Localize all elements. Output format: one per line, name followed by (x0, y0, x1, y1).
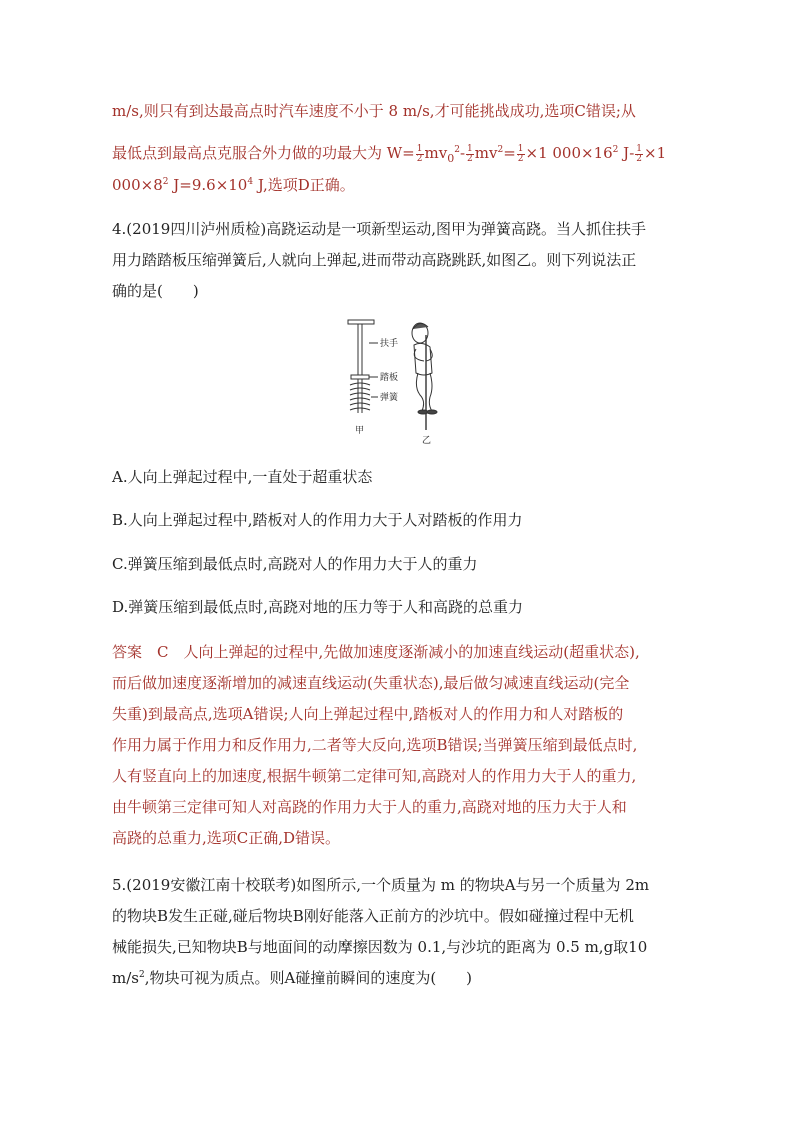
q5-stem-line-4: $m/s^2$,物块可视为质点。则A碰撞前瞬间的速度为( ) (112, 969, 473, 987)
fraction: $\frac{1}{2}$ (416, 143, 423, 164)
q4-option-b: B.人向上弹起过程中,踏板对人的作用力大于人对踏板的作用力 (112, 511, 523, 529)
fraction: $\frac{1}{2}$ (636, 143, 642, 164)
pedal (351, 375, 369, 379)
right-foot (427, 410, 437, 414)
prev-answer-text: 最低点到最高点克服合外力做的功最大为 W= (112, 144, 415, 162)
q5-stem-line-1: 5.(2019安徽江南十校联考)如图所示,一个质量为 m 的物块A与另一个质量为 2m (112, 876, 650, 894)
q4-answer-line-5: 人有竖直向上的加速度,根据牛顿第二定律可知,高跷对人的作用力大于人的重力, (112, 767, 637, 785)
spring-coils (350, 383, 370, 410)
label-pedal: 踏板 (380, 373, 399, 383)
prev-answer-line-2: 最低点到最高点克服合外力做的功最大为 W= $\frac{1}{2}$ $mv_0^2-$ $\frac{1}{2}$ $mv^2=$ $\frac{1}{2}$ ×1 $000\times 16^2$ J- $\frac{1}{2}$ ×1 (112, 143, 667, 165)
left-leg (416, 373, 423, 411)
q4-answer-line-2: 而后做加速度逐渐增加的减速直线运动(失重状态),最后做匀减速直线运动(完全 (112, 674, 630, 692)
fraction: $\frac{1}{2}$ (467, 143, 473, 164)
prev-answer-line-1: m/s,则只有到达最高点时汽车速度不小于 8 m/s,才可能挑战成功,选项C错误;从 (112, 102, 636, 120)
q4-answer-line-4: 作用力属于作用力和反作用力,二者等大反向,选项B错误;当弹簧压缩到最低点时, (112, 736, 638, 754)
pogo-stick-diagram (348, 320, 378, 413)
q5-stem-line-3: 械能损失,已知物块B与地面间的动摩擦因数为 0.1,与沙坑的距离为 0.5 m,g取10 (112, 938, 648, 956)
right-leg (429, 373, 432, 411)
q4-answer-line-6: 由牛顿第三定律可知人对高跷的作用力大于人的重力,高跷对地的压力大于人和 (112, 798, 627, 816)
q4-stem-line-2: 用力踏踏板压缩弹簧后,人就向上弹起,进而带动高跷跳跃,如图乙。则下列说法正 (112, 251, 637, 269)
person-on-stilt-diagram (412, 323, 437, 430)
label-handle: 扶手 (380, 339, 399, 349)
q4-answer-line-7: 高跷的总重力,选项C正确,D错误。 (112, 829, 341, 847)
prev-answer-line-3: $000\times 8^2$ $J=9.6\times 10^4$ J,选项D正确。 (112, 176, 355, 194)
q5-stem-line-2: 的物块B发生正碰,碰后物块B刚好能落入正前方的沙坑中。假如碰撞过程中无机 (112, 907, 634, 925)
q4-answer-line-1: 答案 C 人向上弹起的过程中,先做加速度逐渐减小的加速直线运动(超重状态), (112, 643, 640, 661)
q4-stem-line-3: 确的是( ) (112, 282, 199, 300)
label-jia: 甲 (355, 426, 365, 436)
q4-option-c: C.弹簧压缩到最低点时,高跷对人的作用力大于人的重力 (112, 555, 478, 573)
q4-option-a: A.人向上弹起过程中,一直处于超重状态 (112, 468, 373, 486)
label-yi: 乙 (422, 436, 432, 446)
label-spring: 弹簧 (380, 393, 399, 403)
handle-bar (348, 320, 374, 324)
q4-option-d: D.弹簧压缩到最低点时,高跷对地的压力等于人和高跷的总重力 (112, 598, 524, 616)
q4-stem-line-1: 4.(2019四川泸州质检)高跷运动是一项新型运动,图甲为弹簧高跷。当人抓住扶手 (112, 220, 646, 238)
q4-answer-line-3: 失重)到最高点,选项A错误;人向上弹起过程中,踏板对人的作用力和人对踏板的 (112, 705, 624, 723)
pogo-stick-figure (338, 315, 468, 450)
fraction: $\frac{1}{2}$ (517, 143, 524, 164)
